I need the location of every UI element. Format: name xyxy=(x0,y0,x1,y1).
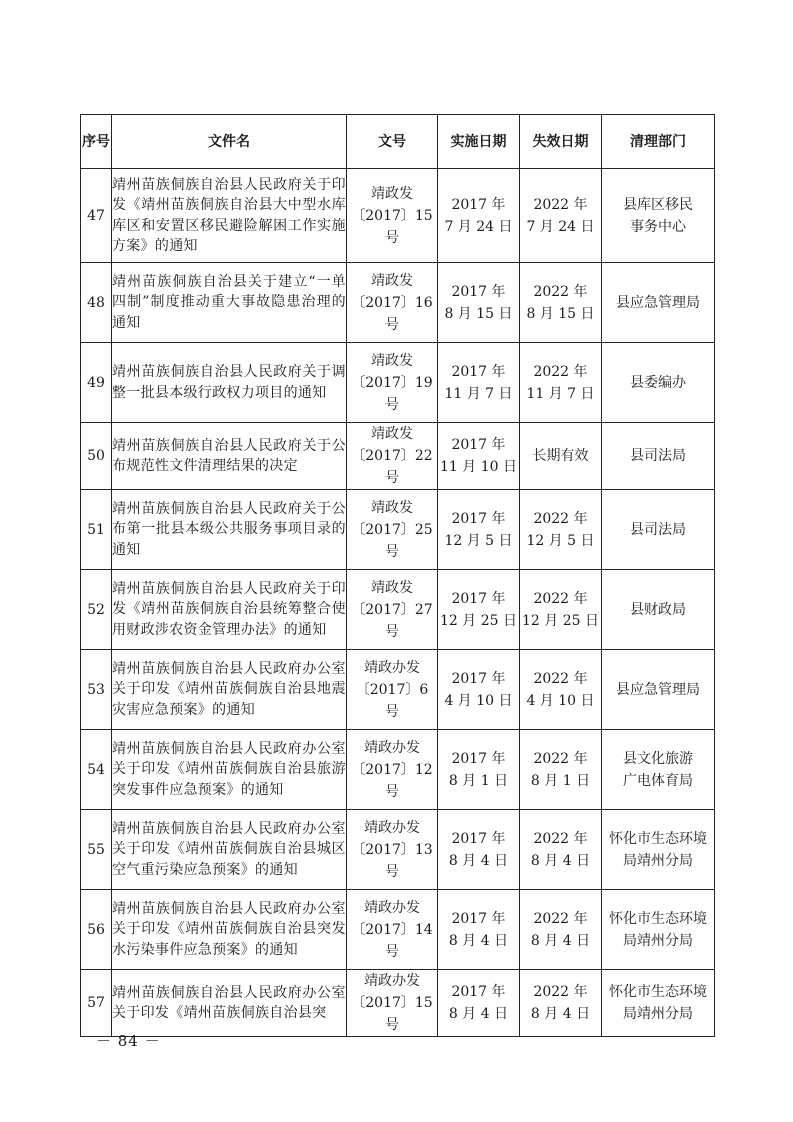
document-code-line: 靖政发 xyxy=(371,579,413,596)
header-name: 文件名 xyxy=(112,115,347,169)
start-date-line: 8 月 4 日 xyxy=(448,1006,509,1022)
department xyxy=(602,169,715,263)
start-date-line: 2017 年 xyxy=(451,670,506,687)
document-title: 靖州苗族侗族自治县人民政府关于公布第一批县本级公共服务事项目录的通知 xyxy=(112,490,347,570)
document-code-line: 〔2017〕15 号 xyxy=(351,995,433,1033)
document-code-line: 〔2017〕12 号 xyxy=(351,761,433,800)
document-code xyxy=(347,890,438,970)
document-code xyxy=(347,343,438,423)
header-start-date: 实施日期 xyxy=(438,115,520,169)
document-title: 靖州苗族侗族自治县关于建立“一单四制”制度推动重大事故隐患治理的通知 xyxy=(112,263,347,343)
document-code-line: 〔2017〕13 号 xyxy=(351,841,433,880)
row-number: 52 xyxy=(81,570,112,650)
end-date xyxy=(520,343,602,423)
document-code xyxy=(347,169,438,263)
department-line: 县文化旅游 xyxy=(623,750,693,767)
start-date xyxy=(438,810,520,890)
table-row xyxy=(81,490,715,570)
end-date-line: 8 月 15 日 xyxy=(526,305,595,322)
department-line: 广电体育局 xyxy=(623,772,693,789)
document-code xyxy=(347,810,438,890)
start-date-line: 2017 年 xyxy=(451,510,506,527)
department xyxy=(602,263,715,343)
document-code-line: 靖政办发 xyxy=(364,819,420,836)
end-date xyxy=(520,810,602,890)
end-date-line: 2022 年 xyxy=(533,196,588,213)
document-title: 靖州苗族侗族自治县人民政府关于印发《靖州苗族侗族自治县大中型水库库区和安置区移民避险解困工作实施方案》的通知 xyxy=(112,169,347,263)
department-line: 局靖州分局 xyxy=(623,932,693,949)
header-department: 清理部门 xyxy=(602,115,715,169)
end-date-line: 11 月 7 日 xyxy=(526,385,595,402)
document-title: 靖州苗族侗族自治县人民政府办公室关于印发《靖州苗族侗族自治县突 xyxy=(112,970,347,1037)
start-date-line: 7 月 24 日 xyxy=(444,218,513,235)
department xyxy=(602,490,715,570)
start-date-line: 12 月 25 日 xyxy=(440,612,517,629)
end-date-line: 8 月 1 日 xyxy=(530,772,591,789)
department-line: 局靖州分局 xyxy=(623,1006,693,1022)
table-row xyxy=(81,810,715,890)
header-code: 文号 xyxy=(347,115,438,169)
document-code-line: 靖政办发 xyxy=(364,899,420,916)
document-code-line: 靖政办发 xyxy=(364,973,420,989)
end-date-line: 2022 年 xyxy=(533,830,588,847)
start-date xyxy=(438,890,520,970)
end-date-line: 2022 年 xyxy=(533,670,588,687)
start-date xyxy=(438,490,520,570)
department-line: 县司法局 xyxy=(630,521,686,538)
row-number: 53 xyxy=(81,650,112,730)
document-code-line: 靖政发 xyxy=(371,499,413,516)
start-date-line: 12 月 5 日 xyxy=(444,532,513,549)
end-date-line: 8 月 4 日 xyxy=(530,932,591,949)
table-row xyxy=(81,970,715,1037)
document-code xyxy=(347,490,438,570)
document-title: 靖州苗族侗族自治县人民政府办公室关于印发《靖州苗族侗族自治县城区空气重污染应急预案》的通知 xyxy=(112,810,347,890)
row-number: 49 xyxy=(81,343,112,423)
document-code xyxy=(347,423,438,490)
table-row xyxy=(81,343,715,423)
document-code-line: 靖政发 xyxy=(371,352,413,369)
document-code-line: 〔2017〕16 号 xyxy=(351,294,433,333)
department-line: 怀化市生态环境 xyxy=(609,830,707,847)
document-code xyxy=(347,570,438,650)
department xyxy=(602,423,715,490)
department-line: 县司法局 xyxy=(630,448,686,464)
table-row xyxy=(81,730,715,810)
header-end-date: 失效日期 xyxy=(520,115,602,169)
header-no: 序号 xyxy=(81,115,112,169)
end-date xyxy=(520,650,602,730)
document-title: 靖州苗族侗族自治县人民政府办公室关于印发《靖州苗族侗族自治县地震灾害应急预案》的通知 xyxy=(112,650,347,730)
document-code-line: 靖政发 xyxy=(371,185,413,202)
start-date-line: 2017 年 xyxy=(451,830,506,847)
department-line: 局靖州分局 xyxy=(623,852,693,869)
row-number: 50 xyxy=(81,423,112,490)
document-code-line: 〔2017〕14 号 xyxy=(351,921,433,960)
document-code xyxy=(347,263,438,343)
start-date-line: 2017 年 xyxy=(451,196,506,213)
start-date-line: 4 月 10 日 xyxy=(444,692,513,709)
end-date-line: 12 月 25 日 xyxy=(522,612,599,629)
department-line: 怀化市生态环境 xyxy=(609,910,707,927)
end-date xyxy=(520,423,602,490)
row-number: 56 xyxy=(81,890,112,970)
department-line: 县委编办 xyxy=(630,374,686,391)
table-row xyxy=(81,890,715,970)
end-date xyxy=(520,570,602,650)
start-date xyxy=(438,423,520,490)
department xyxy=(602,890,715,970)
document-title: 靖州苗族侗族自治县人民政府关于调整一批县本级行政权力项目的通知 xyxy=(112,343,347,423)
department xyxy=(602,970,715,1037)
end-date-line: 2022 年 xyxy=(533,910,588,927)
document-code-line: 〔2017〕22 号 xyxy=(351,448,433,486)
document-code-line: 靖政发 xyxy=(371,272,413,289)
end-date-line: 2022 年 xyxy=(533,984,588,1000)
start-date xyxy=(438,169,520,263)
end-date-line: 7 月 24 日 xyxy=(526,218,595,235)
document-code-line: 〔2017〕6 号 xyxy=(355,681,429,720)
department xyxy=(602,810,715,890)
document-title: 靖州苗族侗族自治县人民政府办公室关于印发《靖州苗族侗族自治县突发水污染事件应急预案》的通知 xyxy=(112,890,347,970)
end-date xyxy=(520,490,602,570)
department-line: 县应急管理局 xyxy=(616,294,700,311)
page-number: － 84 － xyxy=(96,1032,161,1050)
row-number: 57 xyxy=(81,970,112,1037)
table-row xyxy=(81,169,715,263)
end-date-line: 2022 年 xyxy=(533,750,588,767)
table-row xyxy=(81,650,715,730)
start-date-line: 8 月 4 日 xyxy=(448,932,509,949)
end-date xyxy=(520,263,602,343)
document-code-line: 〔2017〕25 号 xyxy=(351,521,433,560)
row-number: 54 xyxy=(81,730,112,810)
start-date-line: 8 月 1 日 xyxy=(448,772,509,789)
table-row xyxy=(81,263,715,343)
document-table xyxy=(80,114,715,1037)
row-number: 51 xyxy=(81,490,112,570)
document-code-line: 靖政办发 xyxy=(364,739,420,756)
end-date-line: 8 月 4 日 xyxy=(530,852,591,869)
start-date-line: 8 月 4 日 xyxy=(448,852,509,869)
end-date xyxy=(520,890,602,970)
start-date-line: 2017 年 xyxy=(451,910,506,927)
start-date xyxy=(438,263,520,343)
document-code-line: 靖政发 xyxy=(371,426,413,442)
start-date xyxy=(438,343,520,423)
department xyxy=(602,650,715,730)
row-number: 48 xyxy=(81,263,112,343)
start-date-line: 2017 年 xyxy=(451,283,506,300)
end-date xyxy=(520,730,602,810)
department-line: 县库区移民 xyxy=(623,196,693,213)
department-line: 怀化市生态环境 xyxy=(609,984,707,1000)
document-code xyxy=(347,970,438,1037)
start-date xyxy=(438,570,520,650)
start-date-line: 2017 年 xyxy=(451,590,506,607)
start-date-line: 2017 年 xyxy=(451,984,506,1000)
department-line: 事务中心 xyxy=(630,218,686,235)
document-code-line: 〔2017〕27 号 xyxy=(351,601,433,640)
end-date-line: 4 月 10 日 xyxy=(526,692,595,709)
start-date xyxy=(438,650,520,730)
start-date-line: 2017 年 xyxy=(451,750,506,767)
table-header-row xyxy=(81,115,715,169)
end-date-line: 2022 年 xyxy=(533,510,588,527)
end-date-line: 12 月 5 日 xyxy=(526,532,595,549)
department-line: 县财政局 xyxy=(630,601,686,618)
start-date xyxy=(438,730,520,810)
start-date-line: 2017 年 xyxy=(451,363,506,380)
document-code xyxy=(347,730,438,810)
start-date xyxy=(438,970,520,1037)
start-date-line: 11 月 7 日 xyxy=(444,385,513,402)
end-date-line: 2022 年 xyxy=(533,283,588,300)
end-date-line: 8 月 4 日 xyxy=(530,1006,591,1022)
document-title: 靖州苗族侗族自治县人民政府关于印发《靖州苗族侗族自治县统筹整合使用财政涉农资金管理办法》的通知 xyxy=(112,570,347,650)
row-number: 47 xyxy=(81,169,112,263)
document-title: 靖州苗族侗族自治县人民政府办公室关于印发《靖州苗族侗族自治县旅游突发事件应急预案》的通知 xyxy=(112,730,347,810)
row-number: 55 xyxy=(81,810,112,890)
end-date-line: 长期有效 xyxy=(532,448,589,464)
table-row xyxy=(81,423,715,490)
end-date-line: 2022 年 xyxy=(533,363,588,380)
start-date-line: 2017 年 xyxy=(451,437,506,453)
table-row xyxy=(81,570,715,650)
document-title: 靖州苗族侗族自治县人民政府关于公布规范性文件清理结果的决定 xyxy=(112,423,347,490)
department xyxy=(602,730,715,810)
document-code-line: 〔2017〕15 号 xyxy=(351,207,433,246)
document-code-line: 〔2017〕19 号 xyxy=(351,374,433,413)
department xyxy=(602,570,715,650)
department-line: 县应急管理局 xyxy=(616,681,700,698)
end-date xyxy=(520,169,602,263)
document-code xyxy=(347,650,438,730)
end-date xyxy=(520,970,602,1037)
document-code-line: 靖政办发 xyxy=(364,659,420,676)
department xyxy=(602,343,715,423)
start-date-line: 11 月 10 日 xyxy=(440,459,517,475)
start-date-line: 8 月 15 日 xyxy=(444,305,513,322)
end-date-line: 2022 年 xyxy=(533,590,588,607)
